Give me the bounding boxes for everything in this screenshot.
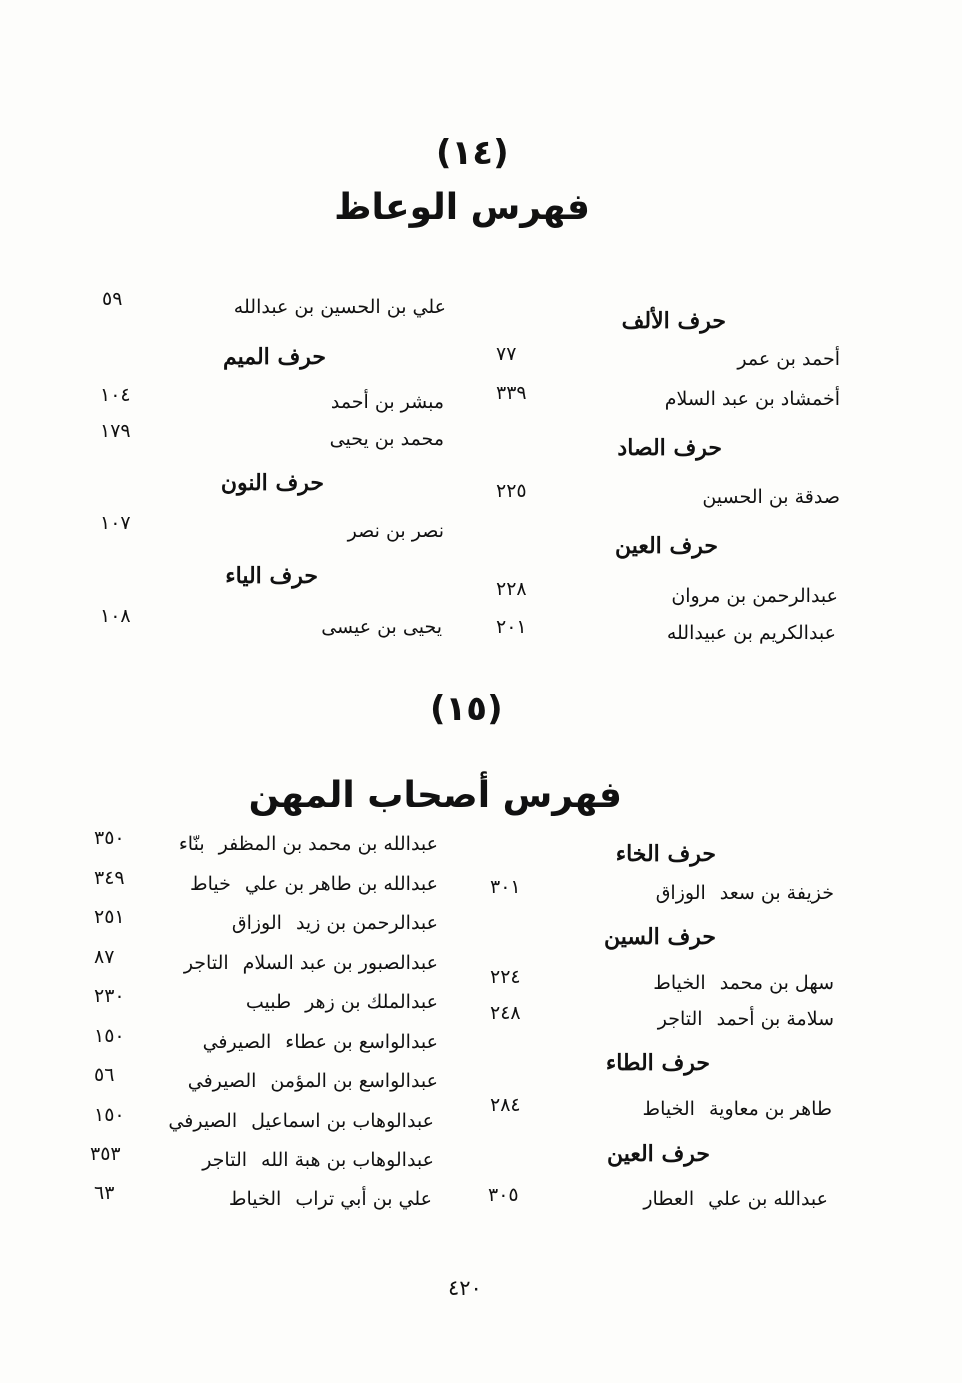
entry-profession: التاجر [202,1149,248,1171]
entry-person: عبدالله بن محمد بن المظفر [218,833,438,855]
entry-page: ٦٣ [94,1182,115,1204]
entry-name [168,1112,434,1131]
entry-name: محمد بن يحيى [329,428,444,450]
letter-heading-sin: حرف السين [603,924,716,950]
letter-heading-nun: حرف النون [220,470,324,496]
entry-name: مبشر بن أحمد [330,391,444,413]
entry-name: أخمشاد بن عبد السلام [664,388,840,410]
entry-person: عبدالله بن علي [708,1188,828,1210]
entry-person: عبدالصبور بن عبد السلام [242,952,438,974]
entry-page: ٥٦ [94,1064,115,1086]
entry-person: عبدالرحمن بن زيد [295,912,438,934]
entry-page: ٢٤٨ [490,1002,521,1024]
entry-name [190,875,438,894]
entry-profession: الوزاق [231,912,282,934]
entry-person: علي بن أبي تراب [295,1188,432,1210]
section-14-number: (١٤) [436,133,509,173]
entry-page: ٢٣٠ [94,985,125,1007]
entry-name [179,835,438,854]
entry-profession: الصيرفي [202,1031,272,1053]
entry-page: ٢٢٨ [496,578,527,600]
letter-heading-kha: حرف الخاء [615,841,716,867]
entry-profession: الخياط [642,1098,695,1120]
entry-person: عبدالله بن طاهر بن علي [244,873,438,895]
entry-person: عبدالملك بن زهر [305,991,438,1013]
page-number: ٤٢٠ [448,1276,482,1300]
entry-name [246,993,438,1012]
letter-heading-sad: حرف الصاد [617,435,722,461]
entry-page: ٢٨٤ [490,1094,521,1116]
entry-page: ٥٩ [102,288,123,310]
entry-page: ٢٠١ [496,616,527,638]
entry-page: ٧٧ [496,343,517,365]
entry-profession: خياط [190,873,231,895]
section-15-number: (١٥) [430,689,503,729]
entry-page: ١٧٩ [100,420,131,442]
entry-profession: العطار [643,1188,695,1210]
entry-profession: الخياط [228,1188,282,1210]
entry-page: ١٠٧ [100,512,131,534]
entry-person: عبدالوهاب بن هبة الله [261,1149,434,1171]
entry-name [658,1010,834,1029]
entry-person: عبدالوهاب بن اسماعيل [251,1110,434,1132]
entry-page: ٨٧ [94,946,115,968]
entry-page: ٣٠٥ [488,1184,519,1206]
entry-profession: طبيب [245,991,292,1013]
entry-profession: الخياط [653,972,706,994]
entry-name [202,1151,434,1170]
entry-name: يحيى بن عيسى [321,616,442,638]
entry-person: سهل بن محمد [719,972,834,994]
entry-profession: الصيرفي [187,1070,257,1092]
entry-name [232,914,438,933]
entry-name: عبدالرحمن بن مروان [671,585,838,607]
entry-name: نصر بن نصر [347,520,444,542]
letter-heading-ya: حرف الياء [225,563,318,589]
entry-person: عبدالواسع بن عطاء [285,1031,438,1053]
section-15-title: فهرس أصحاب المهن [248,775,622,816]
entry-page: ٢٢٤ [490,966,521,988]
entry-name [643,1100,832,1119]
entry-person: طاهر بن معاوية [708,1098,832,1120]
entry-page: ٣٥٣ [90,1143,121,1165]
entry-profession: بنّاء [178,833,205,855]
entry-page: ٣٣٩ [496,382,527,404]
entry-profession: التاجر [657,1008,703,1030]
entry-page: ١٠٨ [100,605,131,627]
entry-page: ٣٠١ [490,876,521,898]
entry-name: علي بن الحسين بن عبدالله [233,296,446,318]
entry-name [229,1190,432,1209]
entry-page: ١٥٠ [94,1104,125,1126]
entry-name [184,954,438,973]
section-14-title: فهرس الوعاظ [334,187,590,228]
entry-person: سلامة بن أحمد [716,1008,834,1030]
entry-page: ٢٥١ [94,906,125,928]
entry-name [643,1190,828,1209]
letter-heading-ta: حرف الطاء [605,1050,710,1076]
entry-profession: الصيرفي [168,1110,238,1132]
entry-page: ٣٥٠ [94,827,125,849]
letter-heading-alif: حرف الألف [621,308,726,334]
entry-name [188,1072,438,1091]
letter-heading-ain: حرف العين [614,533,718,559]
entry-person: خزيفة بن سعد [719,882,834,904]
entry-name: صدقة بن الحسين [702,486,840,508]
entry-name: أحمد بن عمر [737,348,840,370]
entry-page: ٣٤٩ [94,867,125,889]
entry-page: ١٥٠ [94,1025,125,1047]
entry-name [656,884,834,903]
entry-page: ١٠٤ [100,384,131,406]
entry-person: عبدالواسع بن المؤمن [270,1070,438,1092]
letter-heading-ain: حرف العين [606,1141,710,1167]
entry-name: عبدالكريم بن عبيدالله [666,622,836,644]
entry-name [653,974,834,993]
letter-heading-mim: حرف الميم [222,344,326,370]
entry-page: ٢٢٥ [496,480,527,502]
entry-profession: الوزاق [655,882,706,904]
entry-name [203,1033,438,1052]
entry-profession: التاجر [183,952,229,974]
